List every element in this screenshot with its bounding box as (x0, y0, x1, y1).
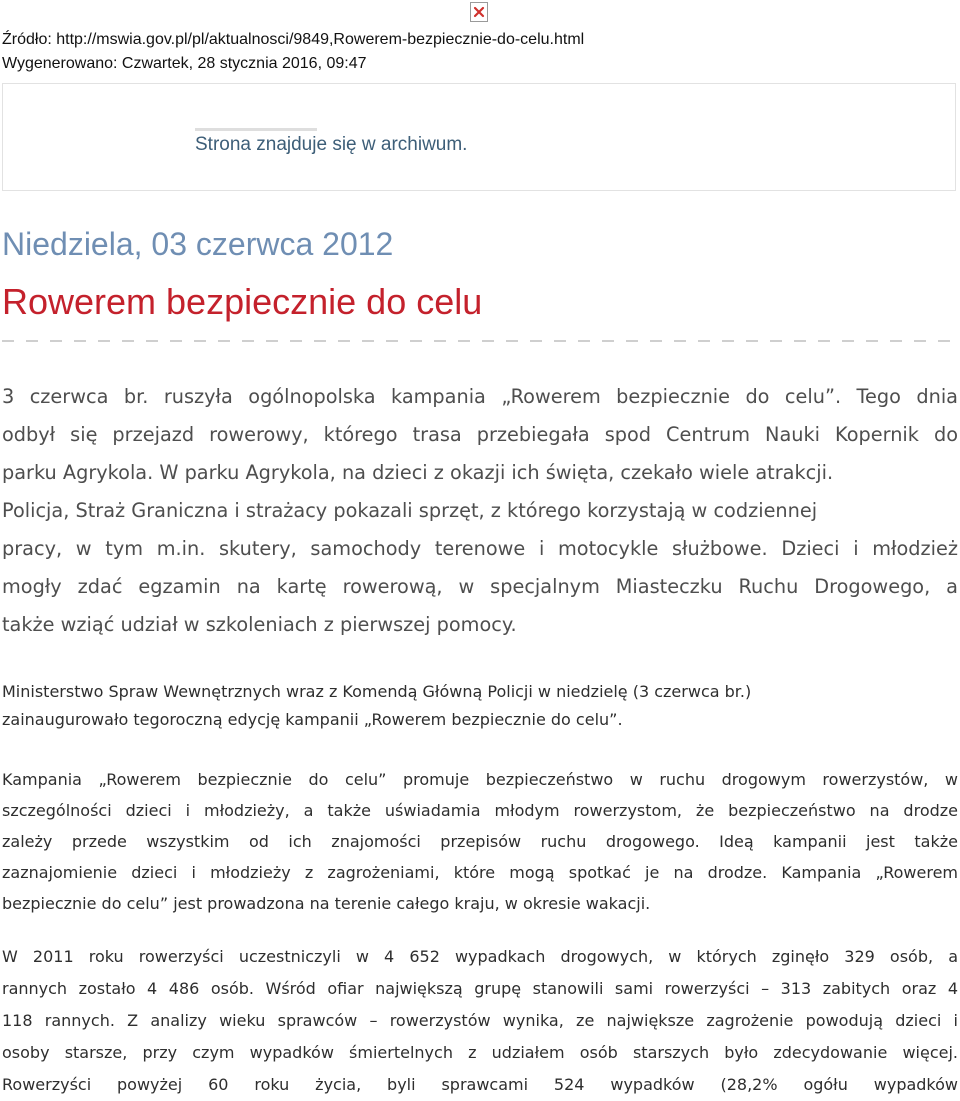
paragraph-3 (2, 941, 958, 1101)
paragraph-line: rannych zostało 4 486 osób. Wśród ofiar największą grupę stanowili sami rowerzyści – 313 zabitych oraz 4 (2, 979, 958, 998)
paragraph-line: Kampania „Rowerem bezpiecznie do celu” promuje bezpieczeństwo w ruchu drogowym rowerzystów, w (2, 770, 958, 789)
paragraph-line: szczególności dzieci i młodzieży, a także uświadamia młodym rowerzystom, że bezpieczeństwo na drodze (2, 801, 958, 820)
generated-timestamp: Wygenerowano: Czwartek, 28 stycznia 2016, 09:47 (2, 55, 367, 72)
paragraph-line: bezpiecznie do celu” jest prowadzona na terenie całego kraju, w okresie wakacji. (2, 894, 651, 913)
lead-line: parku Agrykola. W parku Agrykola, na dzieci z okazji ich święta, czekało wiele atrakcji. (2, 461, 834, 484)
lead-line: 3 czerwca br. ruszyła ogólnopolska kampania „Rowerem bezpiecznie do celu”. Tego dnia (2, 385, 958, 408)
article-lead (2, 378, 958, 644)
paragraph-line: zaznajomienie dzieci i młodzieży z zagrożeniami, które mogą spotkać je na drodze. Kampania „Rowerem (2, 863, 958, 882)
lead-line: Policja, Straż Graniczna i strażacy pokazali sprzęt, z którego korzystają w codziennej (2, 499, 818, 522)
broken-image-icon (470, 2, 488, 22)
paragraph-line: 118 rannych. Z analizy wieku sprawców – rowerzystów wynika, ze największe zagrożenie powodują dzieci i (2, 1011, 958, 1030)
lead-line: pracy, w tym m.in. skutery, samochody terenowe i motocykle służbowe. Dzieci i młodzież (2, 537, 958, 560)
paragraph-line: zainaugurowało tegoroczną edycję kampanii „Rowerem bezpiecznie do celu”. (2, 710, 623, 729)
lead-line: odbył się przejazd rowerowy, którego trasa przebiegała spod Centrum Nauki Kopernik do (2, 423, 958, 446)
paragraph-2 (2, 764, 958, 919)
title-separator (2, 340, 958, 342)
paragraph-1 (2, 678, 958, 734)
paragraph-line: zależy przede wszystkim od ich znajomości przepisów ruchu drogowego. Ideą kampanii jest także (2, 832, 958, 851)
document-meta (2, 28, 584, 76)
article-date: Niedziela, 03 czerwca 2012 (2, 226, 394, 262)
paragraph-line: Ministerstwo Spraw Wewnętrznych wraz z Komendą Główną Policji w niedzielę (3 czerwca br.) (2, 682, 752, 701)
archive-notice: Strona znajduje się w archiwum. (195, 134, 468, 155)
archive-notice-box (2, 83, 956, 191)
lead-line: także wziąć udział w szkoleniach z pierwszej pomocy. (2, 613, 517, 636)
paragraph-line: Rowerzyści powyżej 60 roku życia, byli sprawcami 524 wypadków (28,2% ogółu wypadków (2, 1075, 958, 1094)
paragraph-line: W 2011 roku rowerzyści uczestniczyli w 4 652 wypadkach drogowych, w których zginęło 329 osób, a (2, 947, 958, 966)
paragraph-line: osoby starsze, przy czym wypadków śmiertelnych z udziałem osób starszych było zdecydowanie więcej. (2, 1043, 958, 1062)
article-title: Rowerem bezpiecznie do celu (2, 281, 483, 322)
close-x-icon (473, 6, 485, 18)
archive-divider (195, 128, 317, 131)
source-url: Źródło: http://mswia.gov.pl/pl/aktualnosci/9849,Rowerem-bezpiecznie-do-celu.html (2, 31, 585, 48)
lead-line: mogły zdać egzamin na kartę rowerową, w specjalnym Miasteczku Ruchu Drogowego, a (2, 575, 958, 598)
